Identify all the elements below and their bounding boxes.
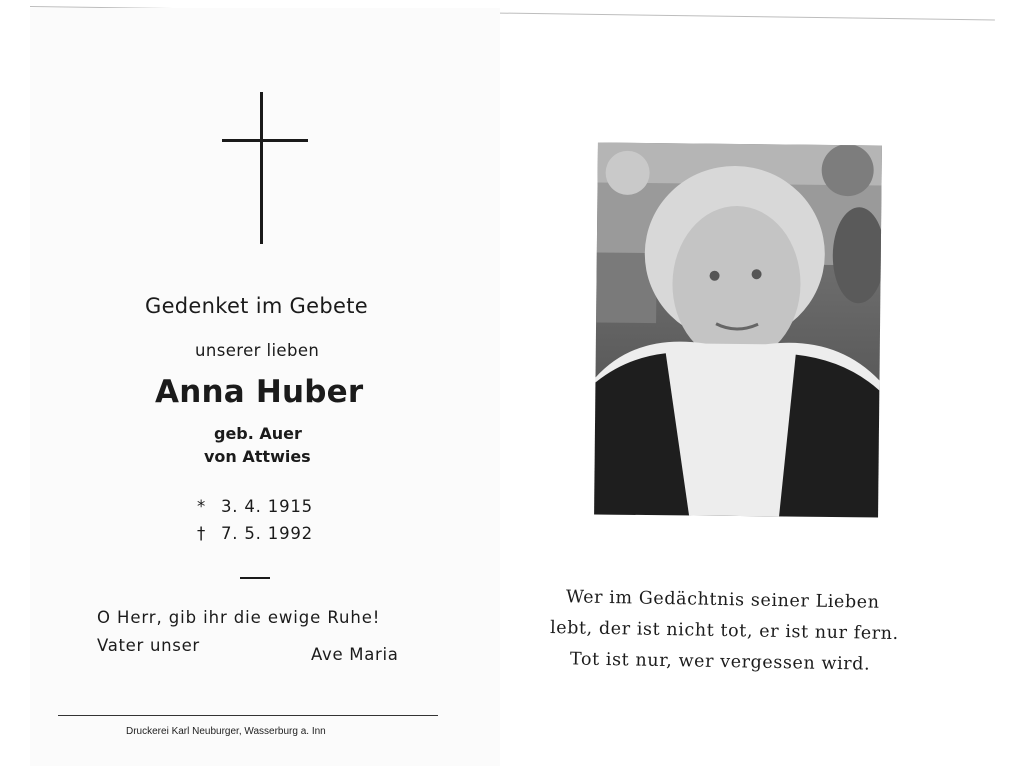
birth-star-icon: * (197, 497, 207, 516)
separator-dash (240, 577, 270, 579)
birth-date-row (197, 497, 313, 516)
death-dagger-icon: † (197, 524, 207, 543)
quote-line-3: Tot ist nur, wer vergessen wird. (569, 649, 871, 675)
prayer-vater-unser: Vater unser (97, 636, 200, 655)
portrait-illustration (594, 143, 882, 518)
cross-vertical-bar (260, 92, 263, 244)
maiden-name: geb. Auer (214, 424, 302, 443)
prayer-ave-maria: Ave Maria (311, 645, 399, 664)
quote-line-2: lebt, der ist nicht tot, er ist nur fern. (549, 617, 899, 645)
origin-place: von Attwies (204, 447, 311, 466)
quote-line-1: Wer im Gedächtnis seiner Lieben (565, 587, 880, 613)
birth-date: 3. 4. 1915 (221, 497, 313, 516)
cross-icon (222, 92, 308, 244)
memorial-subheading: unserer lieben (195, 341, 320, 360)
portrait-photo (594, 143, 882, 518)
cross-horizontal-bar (222, 139, 308, 142)
footer-rule (58, 715, 438, 716)
printer-credit: Druckerei Karl Neuburger, Wasserburg a. Inn (126, 726, 326, 737)
memorial-heading: Gedenket im Gebete (145, 294, 368, 318)
death-date-row (197, 524, 313, 543)
death-date: 7. 5. 1992 (221, 524, 313, 543)
prayer-line: O Herr, gib ihr die ewige Ruhe! (97, 608, 381, 627)
deceased-name: Anna Huber (155, 374, 364, 410)
